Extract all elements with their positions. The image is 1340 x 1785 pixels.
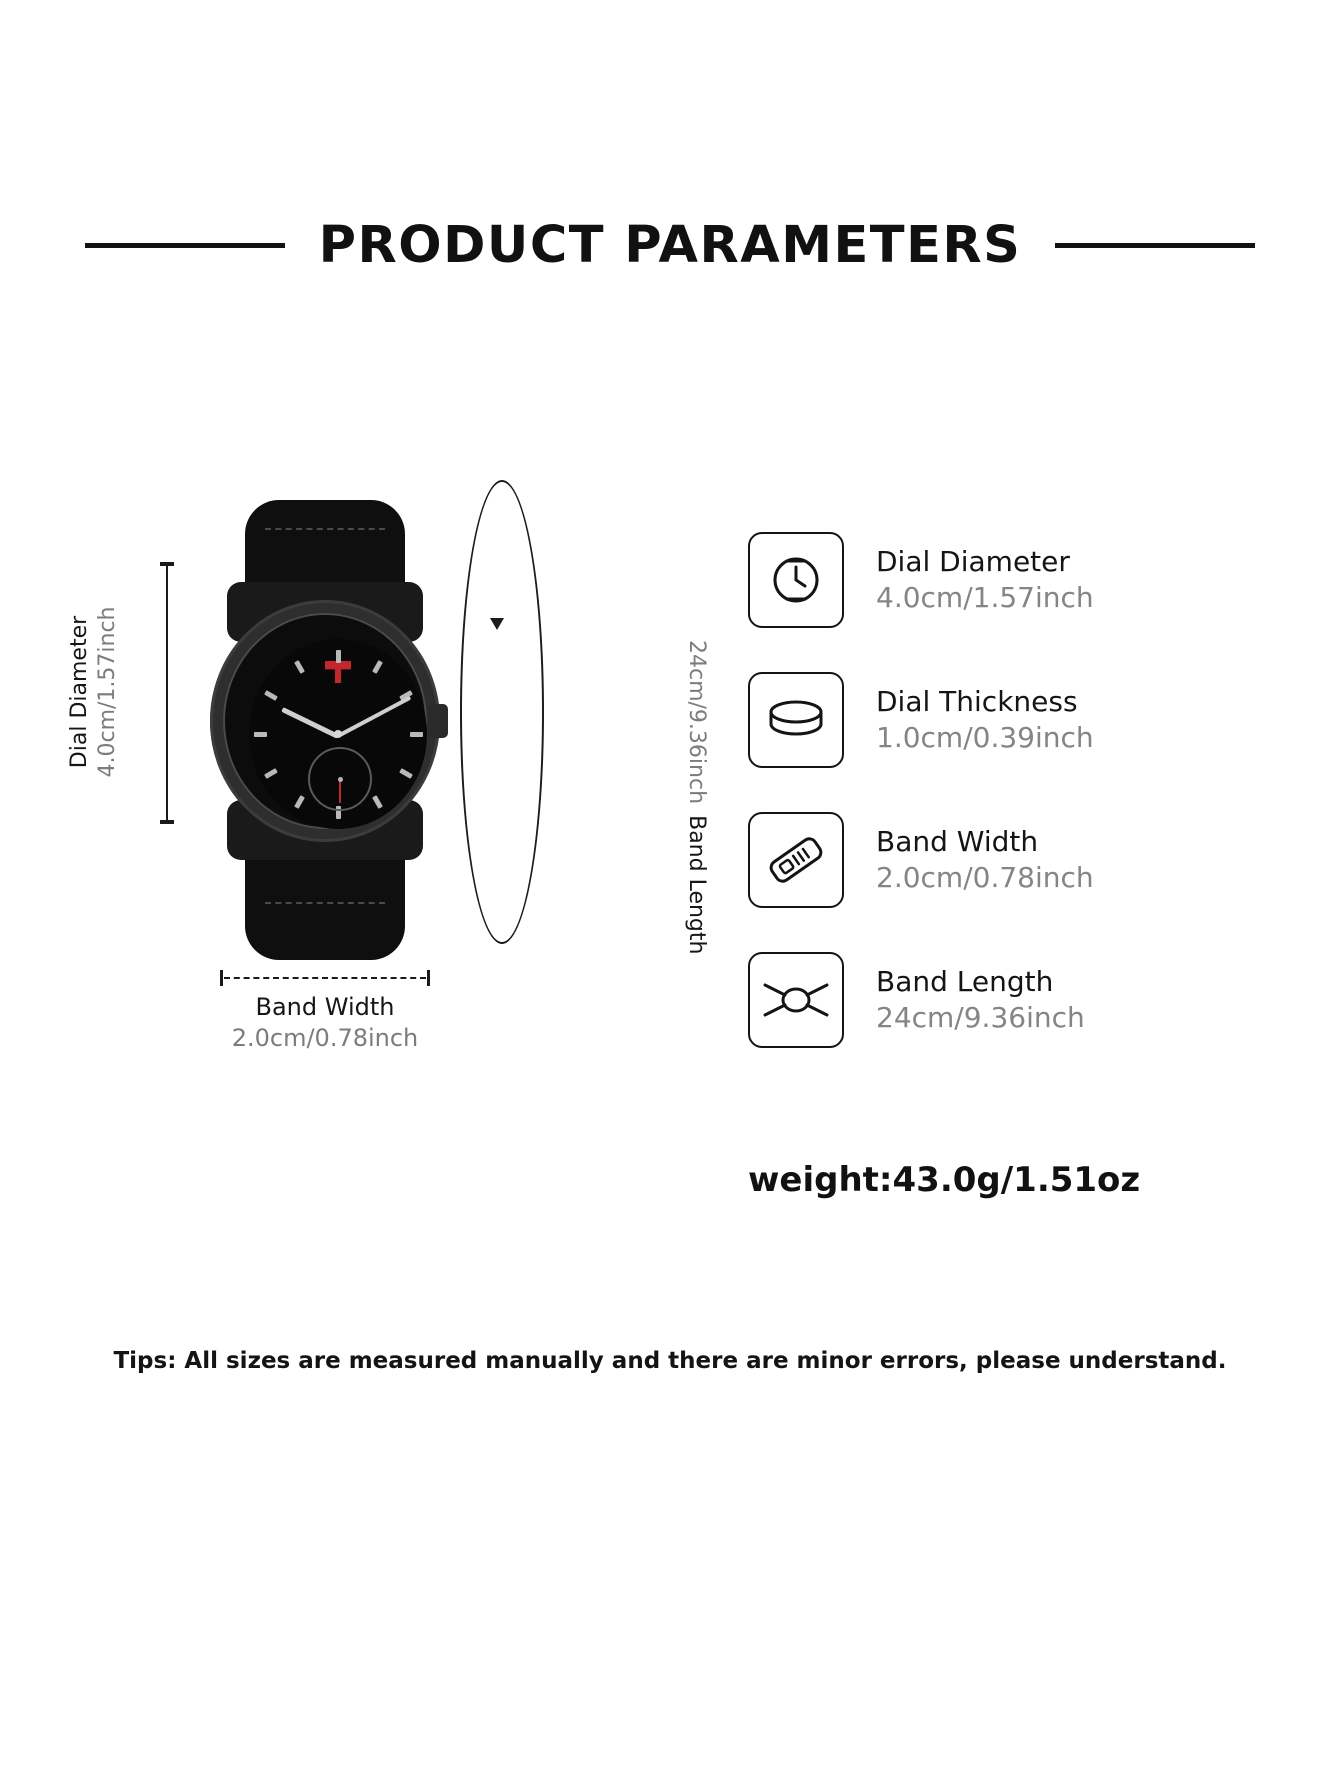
caliper-cap-bottom [160, 820, 174, 824]
sub-dial-hand [339, 779, 341, 803]
dial-diameter-annotation-label: Dial Diameter [67, 615, 92, 769]
sub-dial [308, 747, 372, 811]
watch-crown [428, 704, 448, 738]
minute-hand [337, 696, 411, 738]
brand-logo-icon [325, 661, 351, 683]
header-rule-right [1055, 243, 1255, 248]
caliper-bar [166, 566, 168, 820]
page-header [0, 200, 1340, 290]
dial-diameter-annotation-value: 4.0cm/1.57inch [94, 606, 120, 778]
spec-text-band-width [876, 824, 1094, 896]
band-width-caliper [220, 966, 430, 990]
hour-marker [410, 732, 423, 737]
band-width-annotation-label: Band Width [255, 993, 395, 1021]
hour-marker [372, 795, 383, 809]
spec-value: 4.0cm/1.57inch [876, 581, 1094, 614]
band-loop-arrow-icon [490, 618, 504, 630]
spec-label: Band Length [876, 965, 1054, 999]
spec-list [748, 510, 1268, 1070]
watch-dial [249, 639, 427, 829]
hour-marker [264, 690, 278, 701]
spec-text-dial-thickness [876, 684, 1094, 756]
caliper-cap-right [427, 970, 430, 986]
spec-text-dial-diameter [876, 544, 1094, 616]
spec-value: 24cm/9.36inch [876, 1001, 1085, 1034]
strap-length-icon [748, 952, 844, 1048]
band-loop-outline [460, 480, 544, 944]
strap-width-icon [748, 812, 844, 908]
spec-label: Dial Diameter [876, 545, 1070, 579]
header-rule-left [85, 243, 285, 248]
weight-text: weight:43.0g/1.51oz [748, 1160, 1141, 1200]
hour-hand [281, 707, 339, 739]
sub-dial-pivot [338, 777, 343, 782]
band-width-annotation [160, 992, 490, 1054]
spec-row-band-length [748, 930, 1268, 1070]
disc-thickness-icon [748, 672, 844, 768]
band-stitching-bottom [265, 902, 385, 906]
hour-marker [372, 660, 383, 674]
hour-marker [264, 768, 278, 779]
band-stitching-top [265, 528, 385, 532]
hands-pivot [334, 730, 342, 738]
hour-marker [399, 768, 413, 779]
band-length-annotation-value: 24cm/9.36inch [684, 640, 709, 805]
spec-row-band-width [748, 790, 1268, 930]
spec-label: Band Width [876, 825, 1039, 859]
page-title: PRODUCT PARAMETERS [318, 215, 1022, 275]
spec-text-band-length [876, 964, 1085, 1036]
watch-icon [748, 532, 844, 628]
product-illustration [67, 500, 709, 1100]
spec-label: Dial Thickness [876, 685, 1078, 719]
spec-row-dial-thickness [748, 650, 1268, 790]
caliper-bar-horizontal [224, 977, 426, 979]
spec-row-dial-diameter [748, 510, 1268, 650]
hour-marker [336, 650, 341, 663]
hour-marker [254, 732, 267, 737]
dial-diameter-caliper [152, 562, 182, 824]
hour-marker [294, 795, 305, 809]
band-length-annotation [683, 640, 711, 955]
caliper-cap-left [220, 970, 223, 986]
band-length-annotation-label: Band Length [684, 815, 709, 955]
band-length-loop [460, 480, 709, 955]
watch-case [210, 600, 440, 842]
watch-illustration [210, 500, 440, 960]
spec-value: 1.0cm/0.39inch [876, 721, 1094, 754]
watch-bezel [223, 613, 427, 829]
tips-note: Tips: All sizes are measured manually and there are minor errors, please understand. [113, 1348, 1227, 1374]
dial-diameter-annotation [66, 572, 121, 812]
hour-marker [294, 660, 305, 674]
band-width-annotation-value: 2.0cm/0.78inch [231, 1024, 419, 1053]
spec-value: 2.0cm/0.78inch [876, 861, 1094, 894]
